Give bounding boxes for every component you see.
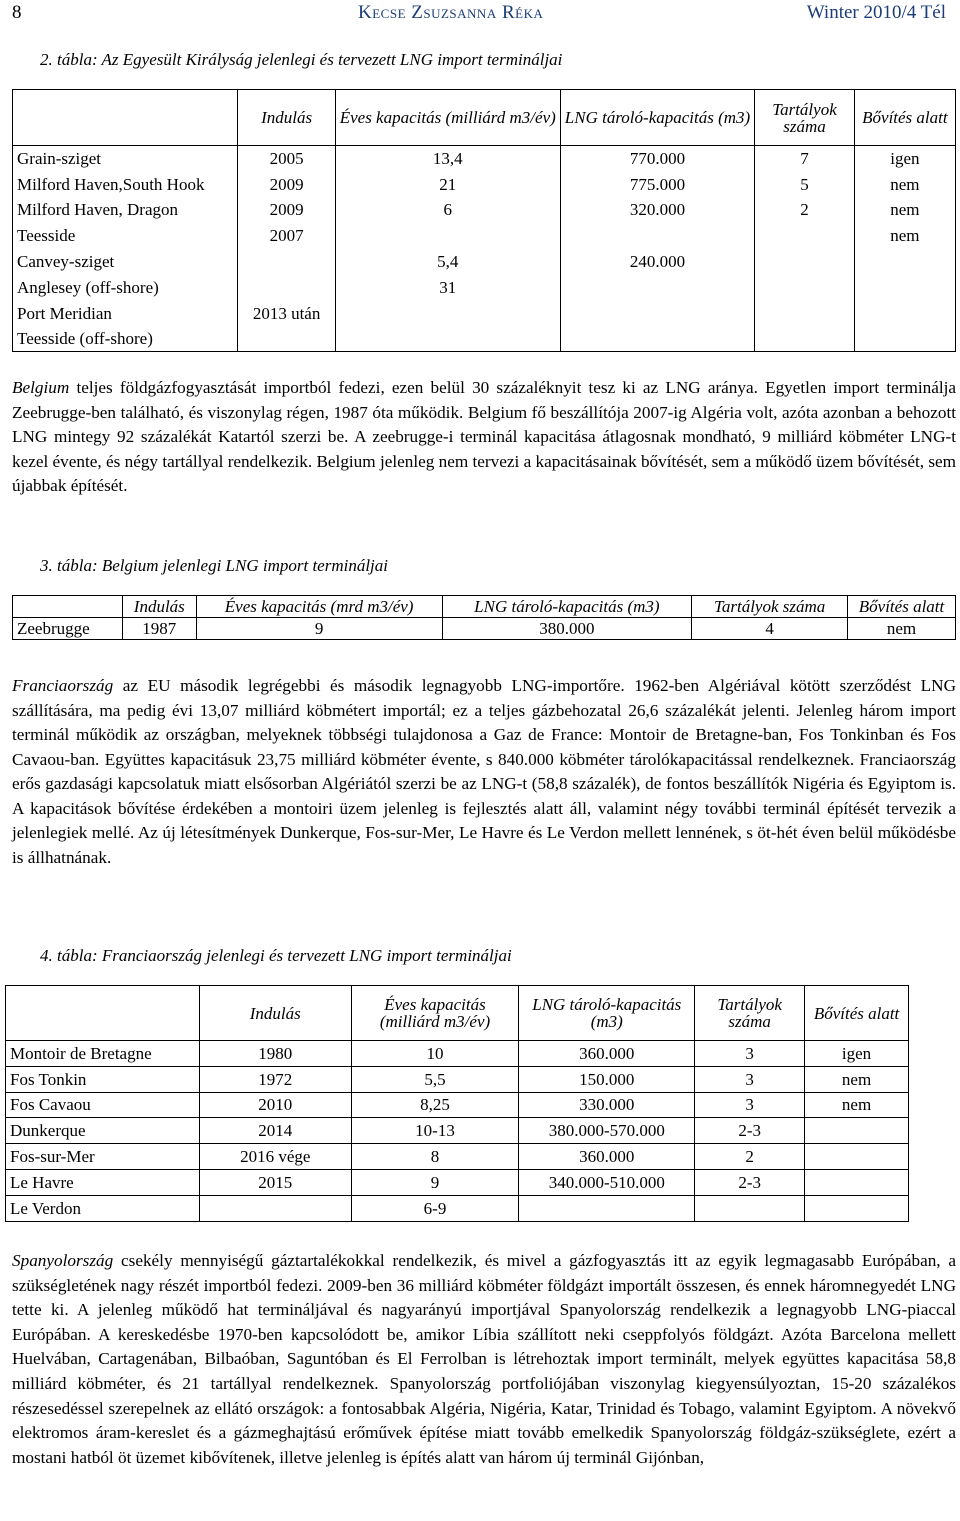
issue-label: Winter 2010/4 Tél	[806, 2, 946, 23]
table-row: Montoir de Bretagne 1980 10 360.000 3 igen	[6, 1041, 909, 1067]
table-uk-terminals	[12, 89, 956, 352]
country-name: Spanyolország	[12, 1251, 114, 1270]
table-belgium-terminals	[12, 595, 956, 640]
table-row: Teesside (off-shore)	[13, 326, 956, 352]
header-cell: Bővítés alatt	[854, 90, 955, 146]
country-name: Belgium	[12, 378, 70, 397]
table4-caption: 4. tábla: Franciaország jelenlegi és tervezett LNG import termináljai	[40, 946, 512, 965]
table3-caption: 3. tábla: Belgium jelenlegi LNG import termináljai	[40, 556, 389, 575]
author-name: Kecse Zsuzsanna Réka	[358, 2, 544, 23]
table-row: Le Verdon 6-9	[6, 1195, 909, 1221]
paragraph-france	[12, 674, 956, 870]
paragraph-text: csekély mennyiségű gáztartalékokkal rendelkezik, és mivel a gázfogyasztás itt az egyik legmagasabb Európában, a szükségletének nagy részét importból fedezi. 2009-ben 36 milliárd köbméter földgázt importált összesen, és ennek háromnegyedét LNG tette ki. A jelenleg működő hat terminálјával és nagyarányú importjával Spanyolország rendelkezik a legnagyobb LNG-piaccal Európában. A kereskedésbe 1970-ben kapcsolódott be, amikor Líbia szállított neki cseppfolyós földgázt. Azóta Barcelona mellett Huelvában, Cartagenában, Bilbaóban, Saguntóban és El Ferrolban is létrehoztak import terminált, melyek együttes kapacitása 58,8 milliárd köbméter, és 21 tartállyal rendelkeznek. Spanyolország portfoliójában viszonylag kiegyensúlyoztan, 15-20 százalékos részesedéssel szerepelnek az ellátó országok: a fontosabbak Algéria, Nigéria, Katar, Trinidad és Tobago, valamint Egyiptom. A növekvő elektromos áram-kereslet és a gázmeghajtású erőművek építése miatt tovább emelkedik Spanyolország földgáz-szükséglete, ezért a mostani hatból öt üzemet kibővítenek, illetve jelenleg is építés alatt van három új terminál Gijónban,	[12, 1251, 956, 1467]
header-cell: LNG tároló-kapacitás (m3)	[560, 90, 754, 146]
table-row: Dunkerque 2014 10-13 380.000-570.000 2-3	[6, 1118, 909, 1144]
table-row: Teesside 2007 nem	[13, 223, 956, 249]
country-name: Franciaország	[12, 676, 114, 695]
paragraph-text: az EU második legrégebbi és második legnagyobb LNG-importőre. 1962-ben Algériával kötött szerződést LNG szállítására, ma pedig évi 13,07 milliárd köbmétert importál; ez a teljes gázbehozatal 26,6 százalékát jelenti. Jelenleg három import terminál működik az országban, melyeknek többségi tulajdonosa a Gaz de France: Montoir de Bretagne-ban, Fos Tonkinban és Fos Cavaou-ban. Együttes kapacitásuk 23,75 milliárd köbméter évente, s 840.000 köbméter tárolókapacitással rendelkeznek. Franciaország erős gazdasági kapcsolatuk miatt elsősorban Algériától szerzi be az LNG-t (58,8 százalék), de fontos beszállítók Nigéria és Egyiptom is. A kapacitások bővítése érdekében a montoiri üzem jelenleg is fejlesztés alatt áll, valamint négy további terminál építését tervezik a jelenlegiek mellé. Az új létesítmények Dunkerque, Fos-sur-Mer, Le Havre és Le Verdon mellett lennének, s öt-hét éven belül működésbe is állhatnának.	[12, 676, 956, 867]
header-cell: Éves kapacitás (milliárd m3/év)	[335, 90, 560, 146]
table-header-row: Indulás Éves kapacitás (milliárd m3/év) LNG tároló-kapacitás (m3) Tartályok száma Bővítés alatt	[6, 986, 909, 1041]
table-row: Le Havre 2015 9 340.000-510.000 2-3	[6, 1169, 909, 1195]
table-row: Anglesey (off-shore) 31	[13, 274, 956, 300]
header-cell-empty	[6, 986, 200, 1041]
table-row: Milford Haven,South Hook 2009 21 775.000 5 nem	[13, 171, 956, 197]
paragraph-spain	[12, 1249, 956, 1470]
table-row: Grain-sziget 2005 13,4 770.000 7 igen	[13, 146, 956, 172]
page-number: 8	[12, 2, 22, 23]
table-row: Canvey-sziget 5,4 240.000	[13, 249, 956, 275]
paragraph-text: teljes földgázfogyasztását importból fedezi, ezen belül 30 százaléknyit tesz ki az LNG aránya. Egyetlen import terminálja Zeebrugge-ben található, és viszonylag régen, 1987 óta működik. Belgium fő beszállítója 2007-ig Algéria volt, azóta azonban a behozott LNG mintegy 92 százalékát Katartól szerzi be. A zeebrugge-i terminál kapacitása átlagosnak mondható, 9 milliárd köbméter LNG-t kezel évente, és négy tartállyal rendelkezik. Belgium jelenleg nem tervezi a kapacitásainak bővítését, sem a működő üzem bővítését, sem újabbak építését.	[12, 378, 957, 495]
running-header	[12, 0, 946, 30]
table-france-terminals	[5, 985, 909, 1222]
paragraph-belgium	[12, 376, 956, 499]
header-cell: Tartályok száma	[755, 90, 855, 146]
table-row: Zeebrugge 1987 9 380.000 4 nem	[13, 618, 956, 640]
table-row: Fos Tonkin 1972 5,5 150.000 3 nem	[6, 1066, 909, 1092]
table-row: Port Meridian 2013 után	[13, 300, 956, 326]
table-header-row: Indulás Éves kapacitás (mrd m3/év) LNG tároló-kapacitás (m3) Tartályok száma Bővítés alatt	[13, 596, 956, 618]
table-row: Fos Cavaou 2010 8,25 330.000 3 nem	[6, 1092, 909, 1118]
table2-caption: 2. tábla: Az Egyesült Királyság jelenlegi és tervezett LNG import termináljai	[40, 50, 563, 69]
table-header-row	[13, 90, 956, 146]
header-cell-empty	[13, 596, 123, 618]
header-cell: Indulás	[238, 90, 335, 146]
table-row: Fos-sur-Mer 2016 vége 8 360.000 2	[6, 1144, 909, 1170]
header-cell-empty	[13, 90, 238, 146]
table-row: Milford Haven, Dragon 2009 6 320.000 2 nem	[13, 197, 956, 223]
